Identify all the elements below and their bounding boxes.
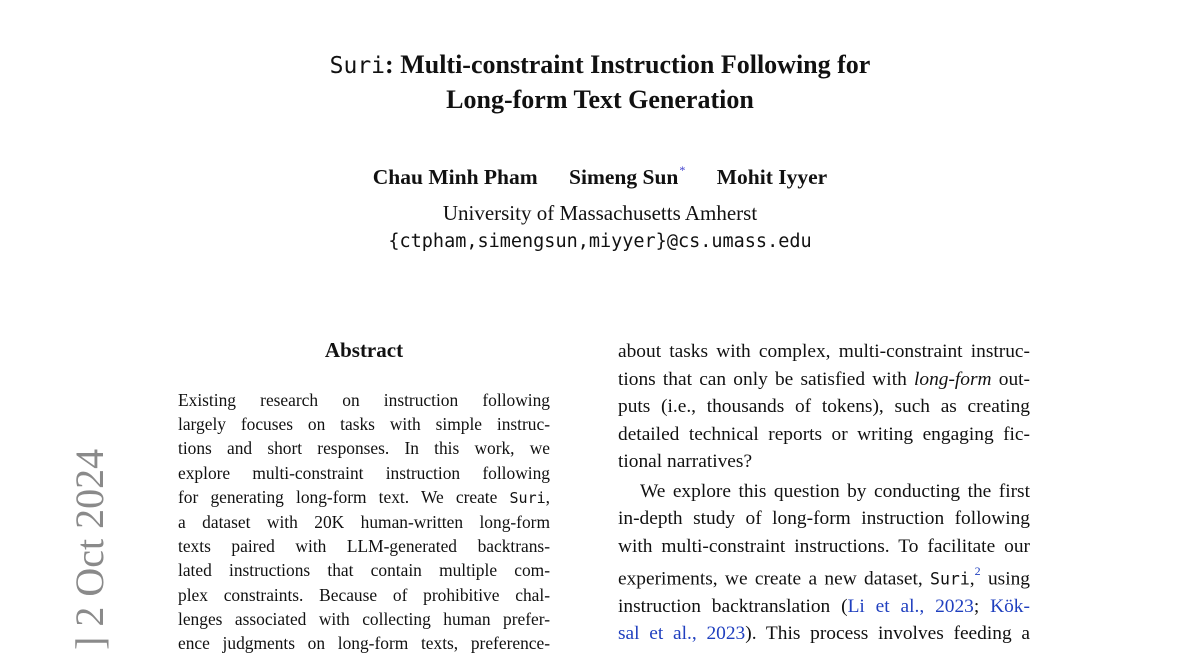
abstract-line: Existing research on instruction following: [178, 390, 550, 410]
body-text-span: tions that can only be satisfied with: [618, 368, 914, 390]
title-line1-rest: : Multi-constraint Instruction Following for: [385, 50, 871, 79]
body-line: [618, 593, 1030, 621]
body-line: with multi-constraint instructions. To facilitate our: [618, 535, 1030, 557]
abstract-line: ence judgments on long-form texts, preference-: [178, 633, 550, 654]
paper-title: [0, 48, 1200, 116]
abstract-body: [178, 388, 550, 655]
body-text-span: experiments, we create a new dataset,: [618, 568, 931, 590]
body-line: puts (i.e., thousands of tokens), such as creating: [618, 396, 1030, 417]
body-text-span: ). This process involves feeding a: [745, 623, 1030, 645]
arxiv-side-stamp: [28, 430, 112, 660]
body-text-span: ;: [973, 595, 991, 617]
author-name: Chau Minh Pham: [372, 165, 538, 190]
abstract-line: largely focuses on tasks with simple instruc-: [178, 414, 550, 435]
title-line-2: Long-form Text Generation: [446, 85, 754, 114]
body-line: about tasks with complex, multi-constraint instruc-: [618, 341, 1030, 362]
body-text-span: ,: [969, 568, 975, 590]
author-emails: {ctpham,simengsun,miyyer}@cs.umass.edu: [388, 231, 812, 252]
body-line: detailed technical reports or writing engaging fic-: [618, 423, 1030, 445]
body-text-span: out-: [991, 368, 1030, 390]
body-line: in-depth study of long-form instruction following: [618, 508, 1030, 529]
abstract-line: lated instructions that contain multiple com-: [178, 560, 550, 581]
citation-link[interactable]: Li et al., 2023: [847, 595, 974, 617]
body-line: [618, 560, 1030, 593]
citation-link[interactable]: sal et al., 2023: [618, 623, 746, 645]
body-line: [618, 366, 1030, 394]
abstract-line: texts paired with LLM-generated backtrans-: [178, 536, 550, 557]
body-line: [618, 620, 1030, 648]
author-name: Simeng Sun: [569, 165, 679, 190]
abstract-line: lenges associated with collecting human prefer-: [178, 608, 550, 629]
abstract-line: [178, 485, 550, 510]
body-dataset-name: Suri: [930, 569, 970, 589]
abstract-comma: ,: [545, 486, 550, 507]
citation-link[interactable]: Kök-: [990, 595, 1030, 617]
author-footnote-mark[interactable]: *: [679, 163, 686, 177]
abstract-heading: Abstract: [324, 338, 404, 362]
affiliation: University of Massachusetts Amherst: [442, 201, 758, 225]
abstract-dataset-name: Suri: [509, 488, 546, 507]
author-1: [373, 163, 538, 191]
author-list: [0, 158, 1200, 191]
arxiv-stamp-text: ] 2 Oct 2024: [67, 448, 112, 650]
author-2: [569, 158, 685, 191]
author-name: Mohit Iyyer: [716, 165, 828, 190]
abstract-line: tions and short responses. In this work, we: [178, 438, 550, 459]
author-3: [717, 163, 827, 191]
abstract-line: plex constraints. Because of prohibitive chal-: [178, 584, 550, 605]
title-system-name: Suri: [329, 53, 386, 79]
abstract-line: explore multi-constraint instruction following: [178, 462, 550, 483]
body-line: tional narratives?: [618, 451, 753, 472]
abstract-line: a dataset with 20K human-written long-form: [178, 512, 550, 533]
body-text-span: instruction backtranslation (: [618, 595, 848, 617]
body-text-span: using: [980, 568, 1030, 590]
body-line: We explore this question by conducting the first: [640, 480, 1030, 502]
emphasis-long-form: long-form: [913, 368, 992, 390]
footnote-link[interactable]: 2: [974, 564, 981, 578]
intro-body: [618, 338, 1030, 648]
abstract-line-text: for generating long-form text. We create: [178, 486, 510, 507]
title-line-1: [0, 48, 1200, 83]
